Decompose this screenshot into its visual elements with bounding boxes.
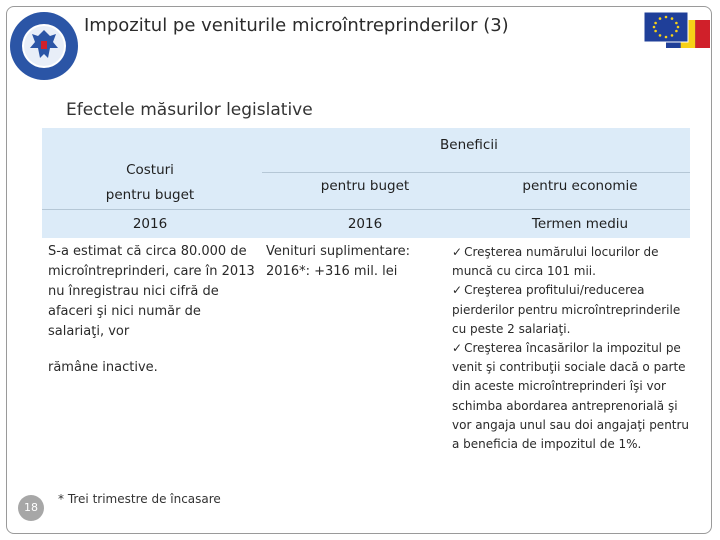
list-item: ✓ Creşterea încasărilor la impozitul pe venit şi contribuţii sociale dacă o parte din aceste microîntreprinderi îşi vor schimba abordarea antreprenorială şi vor angaja unul sau doi angajaţi pentru a beneficia de impozitul de 1%. [452,341,690,452]
checkmark-icon: ✓ [452,341,463,356]
header-divider-line [42,209,690,210]
list-item: ✓ Creşterea numărului locurilor de muncă cu circa 101 mii. [452,245,659,279]
costs-description: S-a estimat că circa 80.000 de microîntreprinderi, care în 2013 nu înregistrau nici cifră de afaceri şi nici număr de salariaţi, vor [48,244,255,339]
budget-benefit-line2: 2016*: +316 mil. lei [266,264,398,279]
benefits-budget-period: 2016 [347,216,383,232]
benefits-economy-header: pentru economie [522,178,638,194]
checkmark-icon: ✓ [452,245,463,259]
costs-description-end: rămâne inactive. [48,360,158,375]
benefits-economy-period: Termen mediu [531,216,629,232]
slide-subtitle: Efectele măsurilor legislative [66,100,313,120]
costs-period: 2016 [132,216,168,232]
economy-benefits-list [452,243,692,454]
costs-header-line1: Costuri [126,162,174,178]
costs-header-line2: pentru buget [105,187,195,203]
checkmark-icon: ✓ [452,283,463,298]
benefits-budget-header: pentru buget [320,178,410,194]
list-item: ✓ Creşterea profitului/reducerea pierderilor pentru microîntreprinderile cu peste 2 salariaţi. [452,283,681,336]
budget-benefit-line1: Venituri suplimentare: [266,244,411,259]
footnote: * Trei trimestre de încasare [58,492,221,506]
slide-title: Impozitul pe veniturile microîntreprinderilor (3) [84,15,509,36]
ministry-seal-logo [8,10,80,82]
benefits-group-header: Beneficii [440,137,498,153]
header-divider-line [262,172,690,173]
page-number-badge: 18 [18,495,44,521]
eu-romania-flags-icon [642,10,712,50]
